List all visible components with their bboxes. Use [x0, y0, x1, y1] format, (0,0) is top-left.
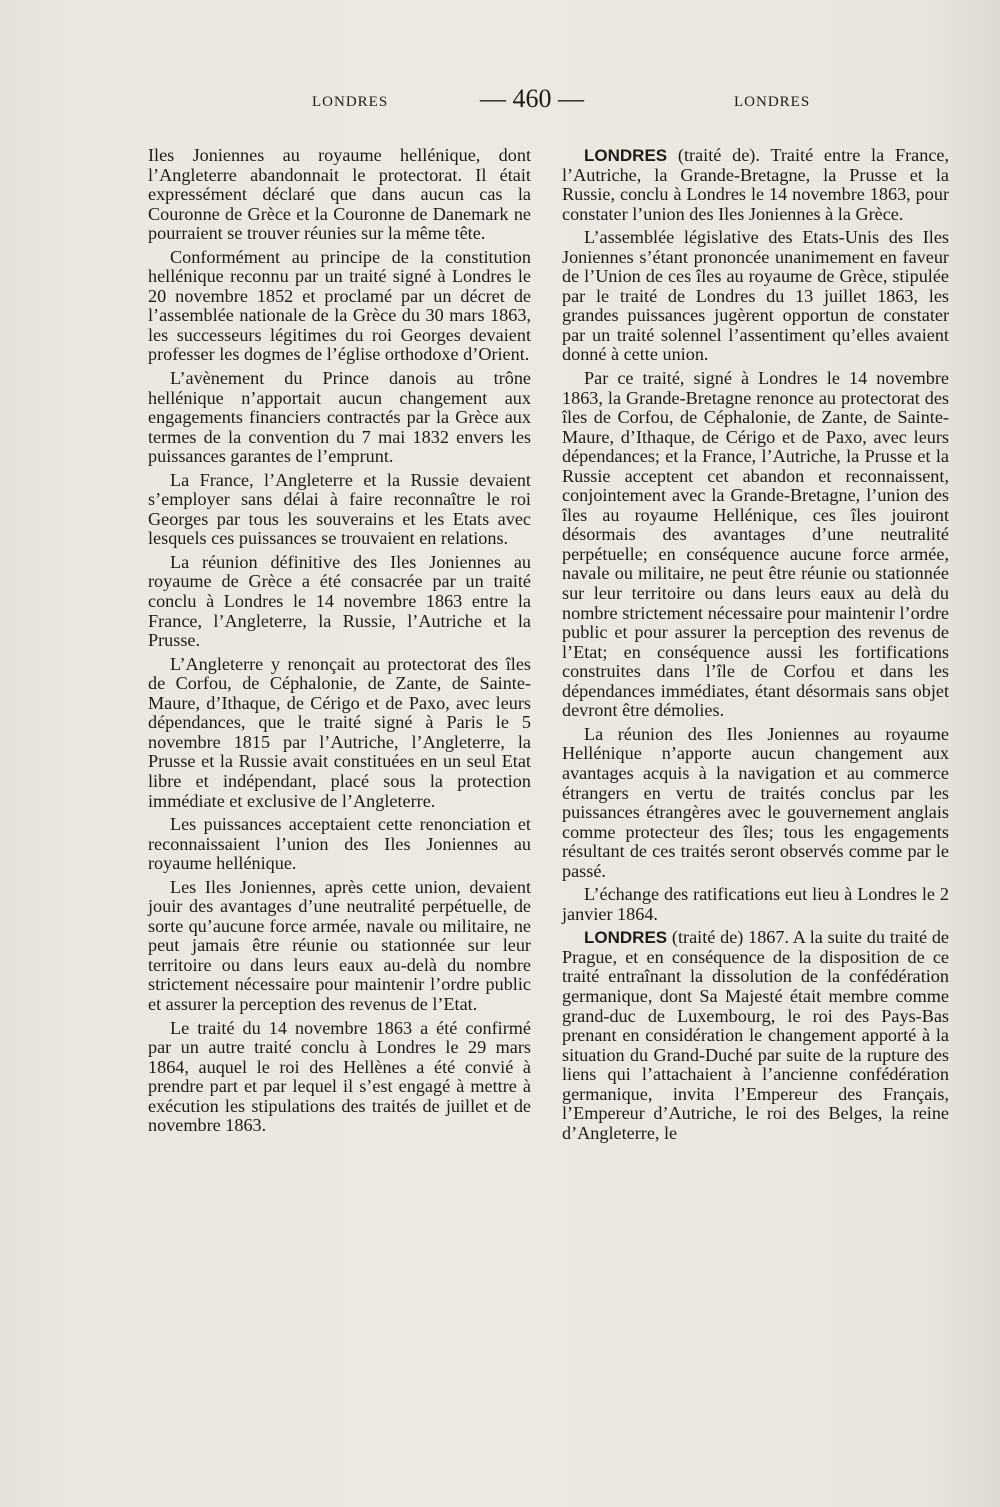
running-header	[0, 84, 1000, 124]
header-left-title: LONDRES	[312, 94, 389, 110]
paragraph: La réunion des Iles Joniennes au royaume Hellénique n’apporte aucun changement aux avantages acquis à la navigation et au commerce étrangers en vertu de traités conclus par les puissances étrangères avec le gouvernement anglais comme protecteur des îles; tous les engagements résultant de ces traités seront observés comme par le passé.	[562, 723, 949, 881]
paragraph: Iles Joniennes au royaume hellénique, dont l’Angleterre abandonnait le protectorat. Il était expressément déclaré que dans aucun cas la Couronne de Grèce et la Couronne de Danemark ne pourraient se trouver réunies sur la même tête.	[148, 145, 531, 244]
paragraph: Les puissances acceptaient cette renonciation et reconnaissaient l’union des Iles Joniennes au royaume hellénique.	[148, 814, 531, 874]
right-column	[562, 146, 949, 1147]
left-column	[148, 146, 531, 1140]
entry-paragraph	[562, 146, 949, 224]
paragraph: L’avènement du Prince danois au trône hellénique n’apportait aucun changement aux engagements financiers contractés par la Grèce aux termes de la convention du 7 mai 1832 envers les puissances garantes de l’emprunt.	[148, 368, 531, 467]
paragraph: La France, l’Angleterre et la Russie devaient s’employer sans délai à faire reconnaître le roi Georges par tous les souverains et les Etats avec lesquels ces puissances se trouvaient en relations.	[148, 469, 531, 549]
entry-title: LONDRES	[584, 146, 668, 165]
header-right-title: LONDRES	[734, 94, 811, 110]
paragraph: Le traité du 14 novembre 1863 a été confirmé par un autre traité conclu à Londres le 29 mars 1864, auquel le roi des Hellènes a été convié à prendre part et par lequel il s’est engagé à mettre à exécution les stipulations des traités de juillet et de novembre 1863.	[148, 1017, 531, 1136]
entry-text: (traité de) 1867. A la suite du traité de Prague, et en conséquence de la disposition de ce traité entraînant la dissolution de la confédération germanique, dont Sa Majesté était membre comme grand-duc de Luxembourg, le roi des Pays-Bas prenant en considération le changement apporté à la situation du Grand-Duché par suite de la rupture des liens qui l’attachaient à l’ancienne confédération germanique, invita l’Empereur des Français, l’Empereur d’Autriche, le roi des Belges, la reine d’Angleterre, le	[562, 927, 949, 1143]
paragraph: La réunion définitive des Iles Joniennes au royaume de Grèce a été consacrée par un traité conclu à Londres le 14 novembre 1863 entre la France, l’Angleterre, la Russie, l’Autriche et la Prusse.	[148, 551, 531, 651]
paragraph: Conformément au principe de la constitution hellénique reconnu par un traité signé à Londres le 20 novembre 1852 et proclamé par un décret de l’assemblée nationale de la Grèce du 30 mars 1863, les successeurs légitimes du roi Georges devaient professer les dogmes de l’église orthodoxe d’Orient.	[148, 246, 531, 365]
paragraph: L’échange des ratifications eut lieu à Londres le 2 janvier 1864.	[562, 884, 949, 924]
page-number: — 460 —	[480, 84, 584, 113]
paragraph: Les Iles Joniennes, après cette union, devaient jouir des avantages d’une neutralité perpétuelle, de sorte qu’aucune force armée, navale ou militaire, ne peut jamais être réunie ou stationnée sur leur territoire ou dans leurs eaux au-delà du nombre strictement nécessaire pour maintenir l’ordre public et assurer la perception des revenus de l’Etat.	[148, 876, 531, 1014]
paragraph: Par ce traité, signé à Londres le 14 novembre 1863, la Grande-Bretagne renonce au protectorat des îles de Corfou, de Céphalonie, de Zante, de Sainte-Maure, d’Ithaque, de Cérigo et de Paxo, avec leurs dépendances; et la France, l’Autriche, la Prusse et la Russie acceptent cet abandon et reconnaissent, conjointement avec la Grande-Bretagne, l’union des îles au royaume Hellénique, ces îles jouiront désormais des avantages d’une neutralité perpétuelle; en conséquence aucune force armée, navale ou militaire, ne peut être réunie ou stationnée sur leur territoire ou dans leurs eaux au delà du nombre strictement nécessaire pour maintenir l’ordre public et pour assurer la perception des revenus de l’Etat; en conséquence aussi les fortifications construites dans l’île de Corfou et dans les dépendances immédiates, étant désormais sans objet devront être démolies.	[562, 368, 949, 721]
entry-paragraph	[562, 928, 949, 1143]
paragraph: L’assemblée législative des Etats-Unis des Iles Joniennes s’étant prononcée unanimement en faveur de l’Union de ces îles au royaume de Grèce, stipulée par le traité de Londres du 13 juillet 1863, les grandes puissances jugèrent opportun de constater par un traité solennel l’assentiment qu’elles avaient donné à cette union.	[562, 227, 949, 365]
paragraph: L’Angleterre y renonçait au protectorat des îles de Corfou, de Céphalonie, de Zante, de Sainte-Maure, d’Ithaque, de Cérigo et de Paxo, avec leurs dépendances, que le traité signé à Paris le 5 novembre 1815 par l’Autriche, l’Angleterre, la Prusse et la Russie avait constituées en un seul Etat libre et indépendant, placé sous la protection immédiate et exclusive de l’Angleterre.	[148, 653, 531, 811]
entry-title: LONDRES	[584, 928, 668, 948]
entry-text: (traité de). Traité entre la France, l’Autriche, la Grande-Bretagne, la Prusse et la Russie, conclu à Londres le 14 novembre 1863, pour constater l’union des Iles Joniennes à la Grèce.	[562, 145, 950, 224]
